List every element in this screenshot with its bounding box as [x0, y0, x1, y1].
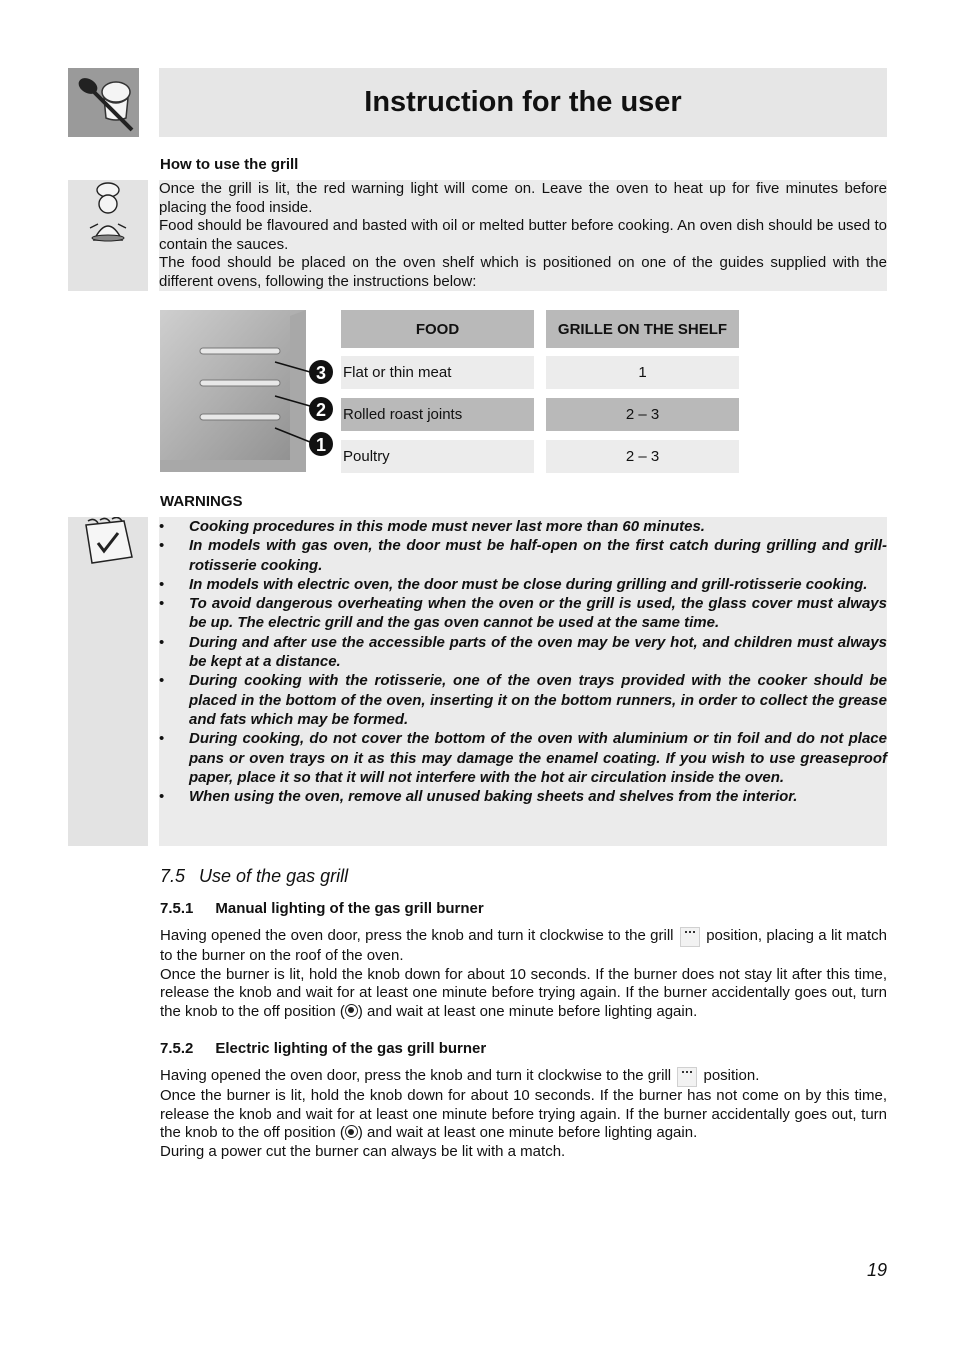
off-position-icon [345, 1125, 358, 1138]
grill-symbol-icon [680, 927, 700, 947]
manual-text-part: Once the burner is lit, hold the knob down for about 10 seconds. If the burner does not stay lit after this time, release the knob and wait for at least one minute before trying again. If the burner accidentally goes out, turn the knob to the off position ( [160, 965, 887, 1020]
grill-use-paragraph: The food should be placed on the oven shelf which is positioned on one of the guides supplied with the different ovens, following the instructions below: [159, 254, 887, 290]
title-bar [159, 68, 887, 137]
electric-text-part: position. [703, 1067, 760, 1084]
shelf-diagram [160, 310, 340, 473]
warning-text: During and after use the accessible parts of the oven may be very hot, and children must always be kept at a distance. [189, 633, 887, 671]
warning-text: During cooking, do not cover the bottom of the oven with aluminium or tin foil and do not place pans or oven trays on it as this may damage the enamel coating. If you wish to use greaseproof paper, place it so that it will not interfere with the hot air circulation inside the oven. [189, 730, 887, 786]
grill-use-paragraph: Food should be flavoured and basted with oil or melted butter before cooking. An oven dish should be used to contain the sauces. [159, 217, 887, 253]
electric-lighting-text [160, 1067, 887, 1161]
shelf-marker-3: 3 [315, 363, 327, 383]
subsection-title: Electric lighting of the gas grill burner [215, 1040, 487, 1057]
section-number: 7.5 [160, 866, 186, 886]
notepad-check-icon [80, 517, 140, 569]
chef-icon [68, 180, 148, 291]
section-heading [160, 866, 348, 887]
list-item: • To avoid dangerous overheating when the oven or the grill is used, the glass cover must always be up. The electric grill and the gas oven cannot be used at the same time. [159, 595, 887, 632]
subsection-title: Manual lighting of the gas grill burner [215, 900, 484, 917]
page-title: Instruction for the user [364, 86, 682, 118]
list-item: • When using the oven, remove all unused baking sheets and shelves from the interior. [159, 788, 798, 806]
warning-text: During cooking with the rotisserie, one of the oven trays provided with the cooker should be placed in the bottom of the oven, inserting it on the bottom runners, in order to collect the grease and fats which may be formed. [189, 672, 887, 728]
warning-text: When using the oven, remove all unused baking sheets and shelves from the interior. [189, 788, 798, 806]
grill-use-paragraph: Once the grill is lit, the red warning light will come on. Leave the oven to heat up for five minutes before placing the food inside. [159, 180, 887, 216]
manual-lighting-text [160, 927, 887, 1021]
list-item: • Cooking procedures in this mode must never last more than 60 minutes. [159, 518, 705, 535]
electric-text-part: Once the burner is lit, hold the knob down for about 10 seconds. If the burner has not come on by this time, release the knob and wait for at least one minute before trying again. If the burner accidentally goes out, turn the knob to the off position ( [160, 1087, 887, 1142]
page-number: 19 [866, 1260, 887, 1280]
warnings-heading: WARNINGS [160, 493, 243, 510]
table-cell-shelf: 2 – 3 [546, 398, 739, 431]
grill-use-text [159, 180, 887, 291]
electric-text-part: Having opened the oven door, press the knob and turn it clockwise to the grill [160, 1067, 672, 1084]
table-cell-shelf: 1 [546, 356, 739, 389]
subsection-number: 7.5.2 [160, 1040, 194, 1057]
list-item: • In models with electric oven, the door must be close during grilling and grill-rotisserie cooking. [159, 575, 868, 593]
grill-use-heading: How to use the grill [160, 156, 299, 173]
list-item: • During cooking with the rotisserie, one of the oven trays provided with the cooker should be placed in the bottom of the oven, inserting it on the bottom runners, in order to collect the grease and fats which may be formed. [159, 672, 887, 728]
warning-text: Cooking procedures in this mode must never last more than 60 minutes. [189, 518, 705, 535]
warnings-list [159, 517, 887, 846]
shelf-marker-1: 1 [315, 435, 327, 455]
subsection-heading [160, 900, 484, 917]
table-cell-food: Poultry [341, 440, 534, 473]
warning-text: In models with electric oven, the door must be close during grilling and grill-rotisserie cooking. [189, 575, 868, 593]
electric-text-part: ) and wait at least one minute before lighting again. [357, 1124, 698, 1142]
manual-text-part: Having opened the oven door, press the knob and turn it clockwise to the grill [160, 927, 674, 944]
subsection-heading [160, 1040, 486, 1057]
warning-text: To avoid dangerous overheating when the oven or the grill is used, the glass cover must always be up. The electric grill and the gas oven cannot be used at the same time. [189, 595, 887, 632]
table-cell-shelf: 2 – 3 [546, 440, 739, 473]
subsection-number: 7.5.1 [160, 900, 194, 917]
table-cell-food: Rolled roast joints [341, 398, 534, 431]
header-icon-box [68, 68, 139, 137]
shelf-marker-2: 2 [315, 400, 327, 420]
table-header-shelf: GRILLE ON THE SHELF [546, 310, 739, 348]
list-item: • During cooking, do not cover the bottom of the oven with aluminium or tin foil and do not place pans or oven trays on it as this may damage the enamel coating. If you wish to use greaseproof paper, place it so that it will not interfere with the hot air circulation inside the oven. [159, 730, 887, 786]
table-cell-food: Flat or thin meat [341, 356, 534, 389]
chef-spoon-icon [68, 68, 139, 137]
warnings-side-panel [68, 517, 148, 846]
off-position-icon [345, 1004, 358, 1017]
grill-symbol-icon [677, 1067, 697, 1087]
warning-text: In models with gas oven, the door must be half-open on the first catch during grilling and grill-rotisserie cooking. [189, 537, 887, 574]
electric-text-part: During a power cut the burner can always be lit with a match. [160, 1142, 566, 1160]
section-title: Use of the gas grill [199, 866, 349, 886]
list-item: • In models with gas oven, the door must be half-open on the first catch during grilling and grill-rotisserie cooking. [159, 537, 887, 574]
manual-text-part: ) and wait at least one minute before lighting again. [357, 1002, 698, 1020]
manual-text-part: position, placing a lit match to the burner on the roof of the oven. [160, 927, 887, 964]
table-header-food: FOOD [341, 310, 534, 348]
list-item: • During and after use the accessible parts of the oven may be very hot, and children must always be kept at a distance. [159, 633, 887, 671]
grill-use-side-panel [68, 180, 148, 291]
